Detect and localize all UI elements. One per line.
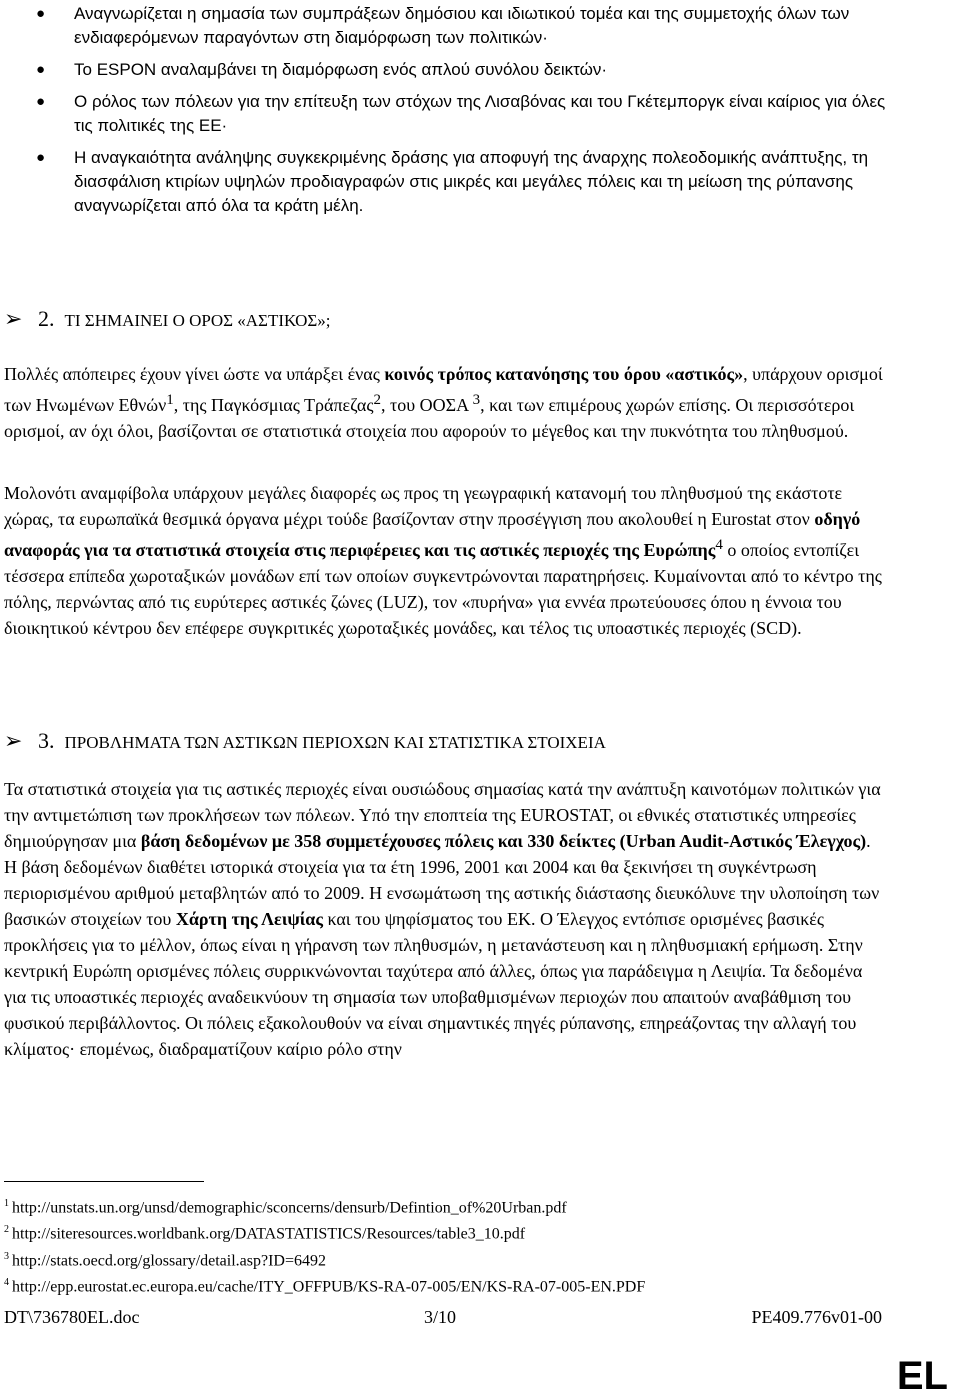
arrow-bullet-icon: ➢ bbox=[4, 729, 23, 754]
text-run: , και των επιμέρους χωρών επίσης. Οι περισσότεροι ορισμοί, αν όχι όλοι, βασίζονται σε στατιστικά στοιχεία που αφορούν το μέγεθος και την πυκνότητα του πληθυσμού. bbox=[4, 395, 855, 441]
bold-text: βάση δεδομένων με 358 συμμετέχουσες πόλεις και 330 δείκτες (Urban Audit-Αστικός Έλεγχος) bbox=[140, 831, 867, 851]
text-run: Τα στατιστικά στοιχεία για τις αστικές περιοχές είναι ουσιώδους σημασίας κατά την ανάπτυξη καινοτόμων πολιτικών για την αντιμετώπιση των προκλήσεων των πόλεων. Υπό την εποπτεία της EUROSTAT, οι εθνικές στατιστικές υπηρεσίες δημιούργησαν μια bbox=[4, 779, 881, 851]
section-title: ΠΡΟΒΛΗΜΑΤΑ ΤΩΝ ΑΣΤΙΚΩΝ ΠΕΡΙΟΧΩΝ ΚΑΙ ΣΤΑΤΙΣΤΙΚΑ ΣΤΟΙΧΕΙΑ bbox=[64, 733, 606, 752]
footnote-ref: 3 bbox=[472, 392, 481, 408]
list-item bbox=[36, 90, 906, 138]
bold-text: οδηγό αναφοράς για τα στατιστικά στοιχεία στις περιφέρειες και τις αστικές περιοχές της Ευρώπης bbox=[4, 509, 861, 560]
text-run: και του ψηφίσματος του ΕΚ. Ο Έλεγχος εντόπισε ορισμένες βασικές προκλήσεις για το μέλλον, όπως είναι η γήρανση των πληθυσμών, η μετανάστευση και η πληθυσμιακή ερήμωση. Στην κεντρική Ευρώπη ορισμένες πόλεις συρρικνώνονται ταχύτερα από άλλες, όπως για παράδειγμα η Λειψία. Τα δεδομένα για τις υποαστικές περιοχές αναδεικνύουν τη σημασία των υποβαθμισμένων περιοχών που απαιτούν αναβάθμιση του φυσικού περιβάλλοντος. Οι πόλεις εξακολουθούν να είναι σημαντικές πηγές ρύπανσης, επηρεάζοντας την αλλαγή του κλίματος· επομένως, διαδραματίζουν καίριο ρόλο στην bbox=[4, 909, 863, 1059]
footnote-ref: 4 bbox=[715, 537, 723, 553]
bullet-icon: ● bbox=[36, 93, 46, 110]
section-2-paragraph-1 bbox=[4, 361, 884, 444]
bullet-text: Το ESPON αναλαμβάνει τη διαμόρφωση ενός απλού συνόλου δεικτών· bbox=[74, 60, 608, 79]
footnote-number: 3 bbox=[4, 1250, 9, 1262]
footnote bbox=[4, 1219, 904, 1245]
footnote-link[interactable]: http://siteresources.worldbank.org/DATASTATISTICS/Resources/table3_10.pdf bbox=[12, 1225, 526, 1243]
section-2-paragraph-2 bbox=[4, 480, 884, 641]
bold-text: Χάρτη της Λειψίας bbox=[175, 909, 323, 929]
arrow-bullet-icon: ➢ bbox=[4, 307, 23, 332]
section-number: 2. bbox=[38, 306, 55, 331]
list-item bbox=[36, 146, 906, 218]
bullet-text: Ο ρόλος των πόλεων για την επίτευξη των στόχων της Λισαβόνας και του Γκέτεμποργκ είναι καίριος για όλες τις πολιτικές της ΕΕ· bbox=[74, 92, 886, 135]
footnote-ref: 2 bbox=[373, 392, 381, 408]
text-run: ο οποίος εντοπίζει τέσσερα επίπεδα χωροταξικών μονάδων επί των οποίων συγκεντρώνονται παρατηρήσεις. Κυμαίνονται από το κέντρο της πόλης, περνώντας από τις ευρύτερες αστικές ζώνες (LUZ), τον «πυρήνα» για εννέα πρωτεύουσες όπου η έννοια του διοικητικού κέντρου δεν επέφερε συγκριτικές χωροταξικές μονάδες, και τέλος τις υποαστικές περιοχές (SCD). bbox=[4, 540, 882, 638]
section-2-heading bbox=[4, 306, 331, 332]
footnote-link[interactable]: http://unstats.un.org/unsd/demographic/sconcerns/densurb/Defintion_of%20Urban.pdf bbox=[12, 1199, 567, 1217]
footnote-number: 4 bbox=[4, 1276, 9, 1288]
footnote-divider bbox=[4, 1181, 204, 1182]
bullet-text: Αναγνωρίζεται η σημασία των συμπράξεων δημόσιου και ιδιωτικού τομέα και της συμμετοχής όλων των ενδιαφερόμενων παραγόντων στη διαμόρφωση των πολιτικών· bbox=[74, 4, 850, 47]
list-item bbox=[36, 58, 906, 82]
text-run: , της Παγκόσμιας Τράπεζας bbox=[173, 395, 374, 415]
text-run: , υπάρχουν ορισμοί των Ηνωμένων Εθνών bbox=[4, 364, 883, 415]
text-run: , του ΟΟΣΑ bbox=[380, 395, 473, 415]
bullet-text: Η αναγκαιότητα ανάληψης συγκεκριμένης δράσης για αποφυγή της άναρχης πολεοδομικής ανάπτυξης, τη διασφάλιση κτιρίων υψηλών προδιαγραφών στις μικρές και μεγάλες πόλεις και τη μείωση της ρύπανσης αναγνωρίζεται από όλα τα κράτη μέλη. bbox=[74, 148, 869, 215]
footnote-link[interactable]: http://epp.eurostat.ec.europa.eu/cache/ITY_OFFPUB/KS-RA-07-005/EN/KS-RA-07-005-EN.PDF bbox=[12, 1278, 646, 1296]
bullet-list bbox=[36, 2, 906, 226]
document-reference: DT\736780EL.doc bbox=[4, 1307, 140, 1327]
section-number: 3. bbox=[38, 728, 55, 753]
page-footer bbox=[4, 1307, 882, 1331]
bullet-icon: ● bbox=[36, 5, 46, 22]
language-code: EL bbox=[896, 1354, 948, 1398]
footnotes bbox=[4, 1193, 904, 1298]
pe-reference: PE409.776v01-00 bbox=[751, 1307, 882, 1327]
list-item bbox=[36, 2, 906, 50]
footnote bbox=[4, 1246, 904, 1272]
bullet-icon: ● bbox=[36, 61, 46, 78]
section-3-paragraph-1 bbox=[4, 776, 884, 1062]
footnote-ref: 1 bbox=[166, 392, 174, 408]
section-3-heading bbox=[4, 728, 606, 754]
section-title: ΤΙ ΣΗΜΑΙΝΕΙ Ο ΟΡΟΣ «ΑΣΤΙΚΟΣ»; bbox=[64, 311, 331, 330]
text-run: . Η βάση δεδομένων διαθέτει ιστορικά στοιχεία για τα έτη 1996, 2001 και 2004 και θα ξεκινήσει τη συγκέντρωση περιορισμένου αριθμού μεταβλητών από το 2009. Η ενσωμάτωση της αστικής διάστασης διευκόλυνε την υλοποίηση των βασικών στοιχείων του bbox=[4, 831, 880, 929]
footnote-number: 1 bbox=[4, 1198, 9, 1209]
footnote-number: 2 bbox=[4, 1224, 9, 1236]
page-number: 3/10 bbox=[424, 1307, 457, 1327]
text-run: Μολονότι αναμφίβολα υπάρχουν μεγάλες διαφορές ως προς τη γεωγραφική κατανομή του πληθυσμού της εκάστοτε χώρας, τα ευρωπαϊκά θεσμικά όργανα μέχρι τούδε βασίζονταν στην προσέγγιση που ακολουθεί η Eurostat στον bbox=[4, 483, 843, 529]
footnote bbox=[4, 1272, 904, 1298]
bullet-icon: ● bbox=[36, 149, 46, 166]
footnote bbox=[4, 1193, 904, 1219]
text-run: Πολλές απόπειρες έχουν γίνει ώστε να υπάρξει ένας bbox=[4, 364, 385, 384]
bold-text: κοινός τρόπος κατανόησης του όρου «αστικός» bbox=[384, 364, 744, 384]
footnote-link[interactable]: http://stats.oecd.org/glossary/detail.asp?ID=6492 bbox=[12, 1251, 327, 1269]
